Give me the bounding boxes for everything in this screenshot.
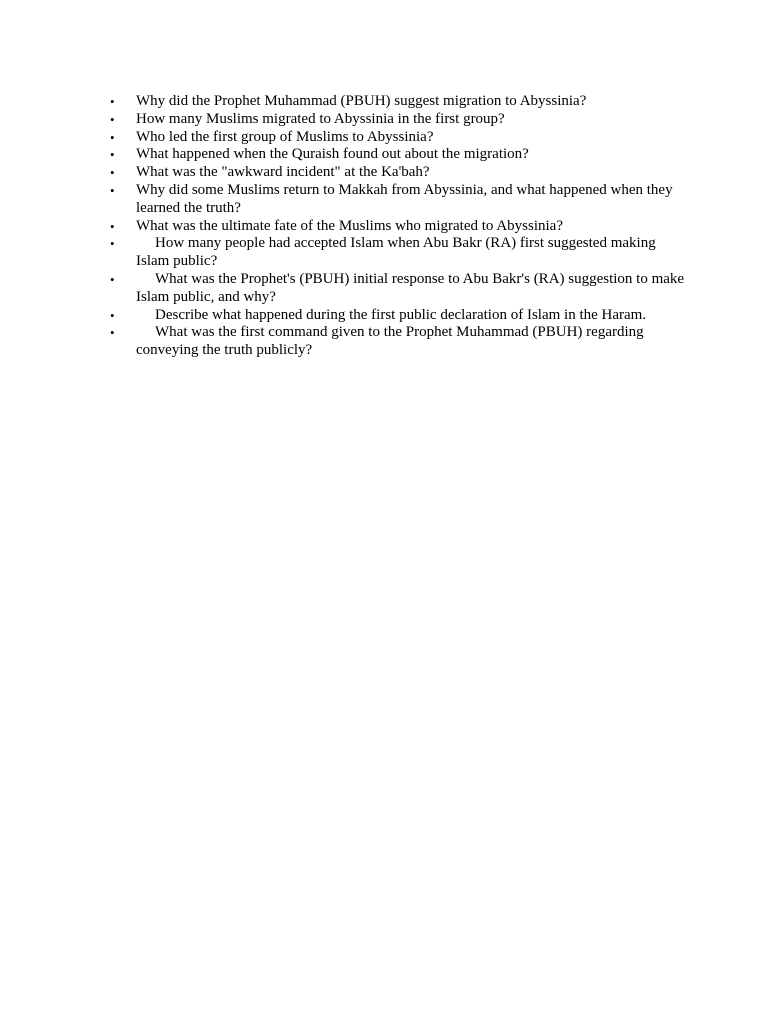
bullet-icon: • <box>110 182 115 198</box>
question-item-11 <box>110 324 690 360</box>
bullet-icon: • <box>110 307 115 323</box>
bullet-icon: • <box>110 271 115 287</box>
question-text: Who led the first group of Muslims to Abyssinia? <box>136 128 434 145</box>
bullet-icon: • <box>110 147 115 163</box>
question-text: Describe what happened during the first public declaration of Islam in the Haram. <box>155 306 647 323</box>
bullet-icon: • <box>110 129 115 145</box>
question-text: What was the Prophet's (PBUH) initial response to Abu Bakr's (RA) suggestion to make Islam public, and why? <box>136 270 685 305</box>
question-item-6 <box>110 182 690 218</box>
question-list <box>110 93 690 360</box>
question-item-3 <box>110 129 690 147</box>
question-item-8 <box>110 235 690 271</box>
question-item-9 <box>110 271 690 307</box>
question-text: Why did some Muslims return to Makkah from Abyssinia, and what happened when they learned the truth? <box>136 181 673 216</box>
bullet-icon: • <box>110 325 115 341</box>
bullet-icon: • <box>110 94 115 109</box>
bullet-icon: • <box>110 236 115 252</box>
bullet-icon: • <box>110 111 115 127</box>
question-item-4 <box>110 146 690 164</box>
bullet-icon: • <box>110 218 115 234</box>
question-text: How many Muslims migrated to Abyssinia in the first group? <box>136 110 505 127</box>
question-item-5 <box>110 164 690 182</box>
question-text: What happened when the Quraish found out about the migration? <box>136 146 529 163</box>
question-text: What was the ultimate fate of the Muslims who migrated to Abyssinia? <box>136 217 563 234</box>
question-item-7 <box>110 218 690 236</box>
question-text: Why did the Prophet Muhammad (PBUH) suggest migration to Abyssinia? <box>136 93 587 109</box>
question-text: What was the first command given to the Prophet Muhammad (PBUH) regarding conveying the truth publicly? <box>136 324 644 359</box>
question-item-2 <box>110 111 690 129</box>
question-text: What was the "awkward incident" at the Ka'bah? <box>136 164 430 181</box>
bullet-icon: • <box>110 165 115 181</box>
question-item-10 <box>110 307 690 325</box>
question-item-1 <box>110 93 690 111</box>
question-text: How many people had accepted Islam when Abu Bakr (RA) first suggested making Islam public? <box>136 235 656 270</box>
